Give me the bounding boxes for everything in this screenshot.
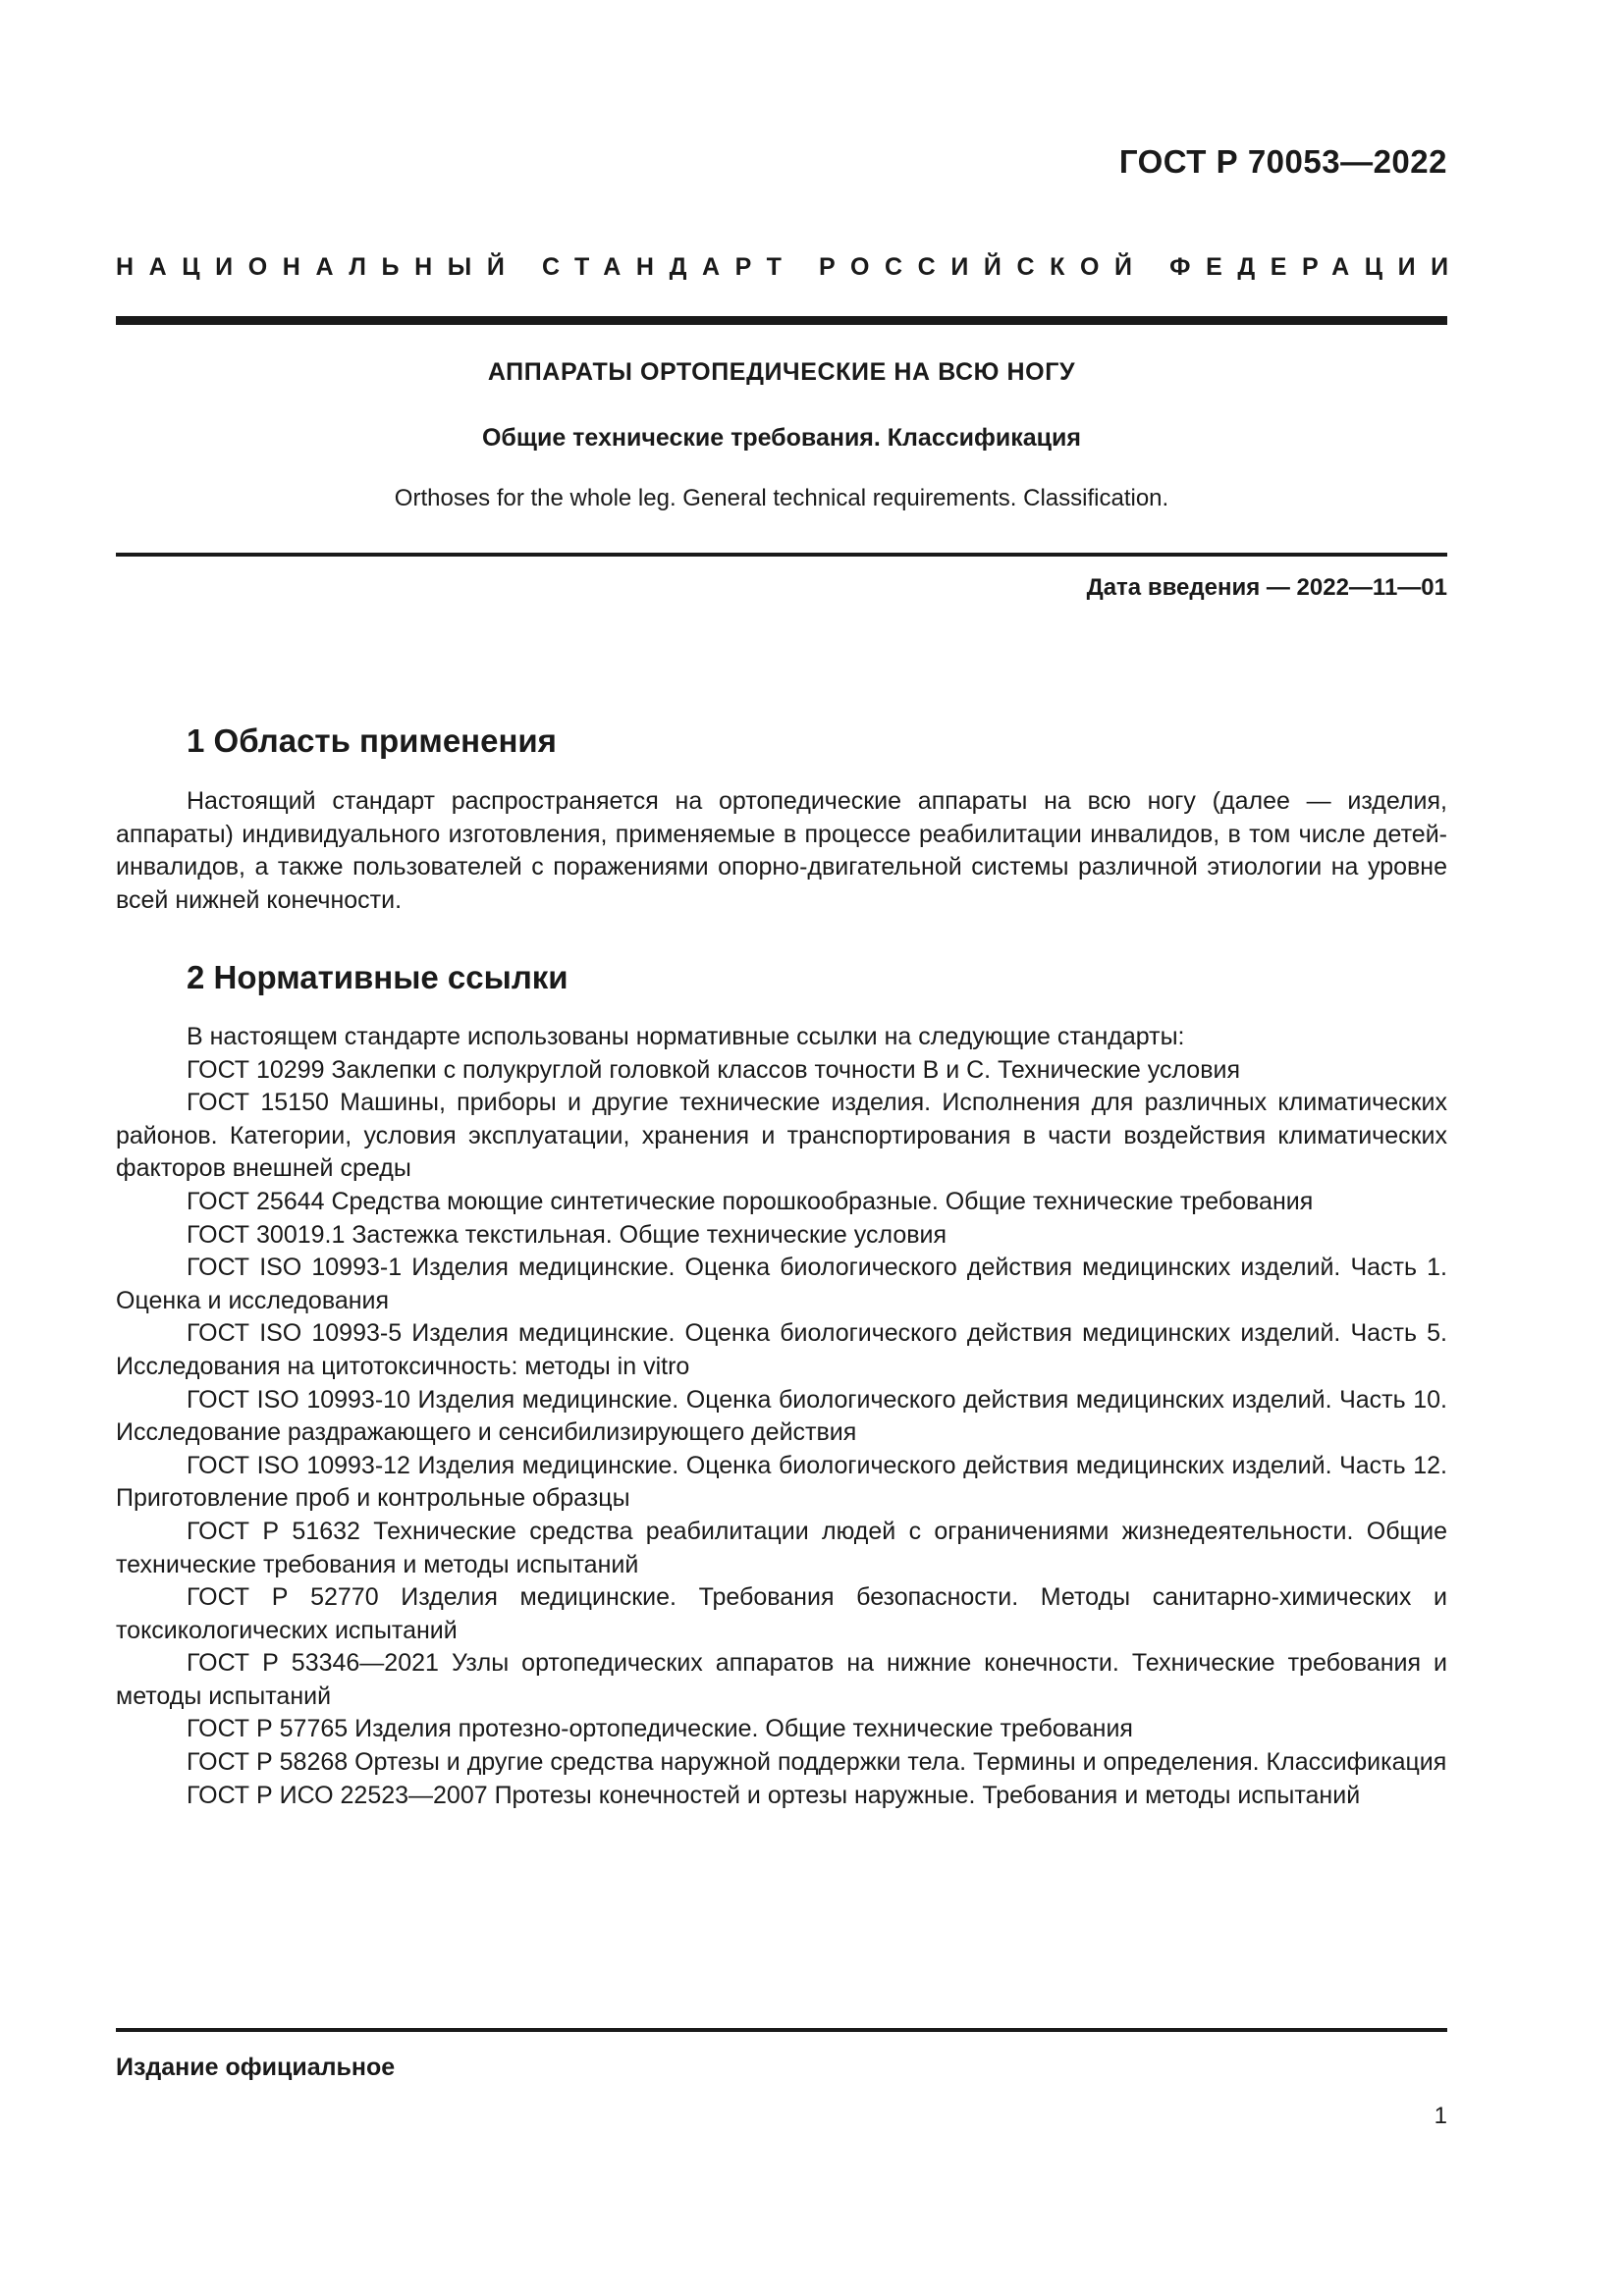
reference-item: ГОСТ ISO 10993-1 Изделия медицинские. Оценка биологического действия медицинских изделий. Часть 1. Оценка и исследования (116, 1254, 1447, 1314)
reference-item: ГОСТ Р ИСО 22523—2007 Протезы конечностей и ортезы наружные. Требования и методы испытаний (187, 1781, 1361, 1809)
reference-item: ГОСТ 25644 Средства моющие синтетические порошкообразные. Общие технические требования (187, 1187, 1314, 1215)
introduction-date: Дата введения — 2022—11—01 (1086, 574, 1447, 601)
reference-item: ГОСТ ISO 10993-5 Изделия медицинские. Оценка биологического действия медицинских изделий. Часть 5. Исследования на цитотоксичность: методы in vitro (116, 1319, 1447, 1380)
reference-item: ГОСТ Р 52770 Изделия медицинские. Требования безопасности. Методы санитарно-химических и токсикологических испытаний (116, 1583, 1447, 1644)
reference-item: ГОСТ Р 57765 Изделия протезно-ортопедические. Общие технические требования (187, 1715, 1133, 1743)
reference-item: ГОСТ ISO 10993-12 Изделия медицинские. Оценка биологического действия медицинских изделий. Часть 12. Приготовление проб и контрольные образцы (116, 1451, 1447, 1513)
standard-type-header: НАЦИОНАЛЬНЫЙ СТАНДАРТ РОССИЙСКОЙ ФЕДЕРАЦИИ (116, 253, 1464, 281)
title-divider (116, 553, 1447, 557)
section-2-heading: 2 Нормативные ссылки (187, 959, 568, 995)
footer-divider (116, 2028, 1447, 2032)
section-1-text: Настоящий стандарт распространяется на ортопедические аппараты на всю ногу (далее — изделия, аппараты) индивидуального изготовления, применяемые в процессе реабилитации инвалидов, в том числе детей-инвалидов, а также пользователей с поражениями опорно-двигательной системы различной этиологии на уровне всей нижней конечности. (116, 787, 1447, 914)
reference-item: ГОСТ ISO 10993-10 Изделия медицинские. Оценка биологического действия медицинских изделий. Часть 10. Исследование раздражающего и сенсибилизирующего действия (116, 1385, 1447, 1447)
reference-item: ГОСТ Р 51632 Технические средства реабилитации людей с ограничениями жизнедеятельности. Общие технические требования и методы испытаний (116, 1517, 1447, 1578)
document-title-english: Orthoses for the whole leg. General technical requirements. Classification. (394, 485, 1169, 511)
reference-item: ГОСТ Р 58268 Ортезы и другие средства наружной поддержки тела. Термины и определения. Классификация (187, 1748, 1447, 1777)
page-number: 1 (1434, 2103, 1447, 2129)
reference-item: ГОСТ 15150 Машины, приборы и другие технические изделия. Исполнения для различных климатических районов. Категории, условия эксплуатации, хранения и транспортирования в части воздействия климатических факторов внешней среды (116, 1089, 1447, 1183)
reference-item: ГОСТ Р 53346—2021 Узлы ортопедических аппаратов на нижние конечности. Технические требования и методы испытаний (116, 1649, 1447, 1710)
reference-item: ГОСТ 30019.1 Застежка текстильная. Общие технические условия (187, 1220, 947, 1249)
header-divider (116, 316, 1447, 325)
document-subtitle: Общие технические требования. Классификация (481, 424, 1081, 452)
document-title: АППАРАТЫ ОРТОПЕДИЧЕСКИЕ НА ВСЮ НОГУ (487, 358, 1076, 386)
references-intro: В настоящем стандарте использованы нормативные ссылки на следующие стандарты: (187, 1023, 1185, 1050)
standard-number: ГОСТ Р 70053—2022 (1118, 143, 1447, 180)
reference-item: ГОСТ 10299 Заклепки с полукруглой головкой классов точности В и С. Технические условия (187, 1055, 1240, 1084)
section-1-heading: 1 Область применения (187, 722, 557, 759)
references-list (116, 1021, 1447, 1812)
edition-label: Издание официальное (116, 2054, 396, 2081)
